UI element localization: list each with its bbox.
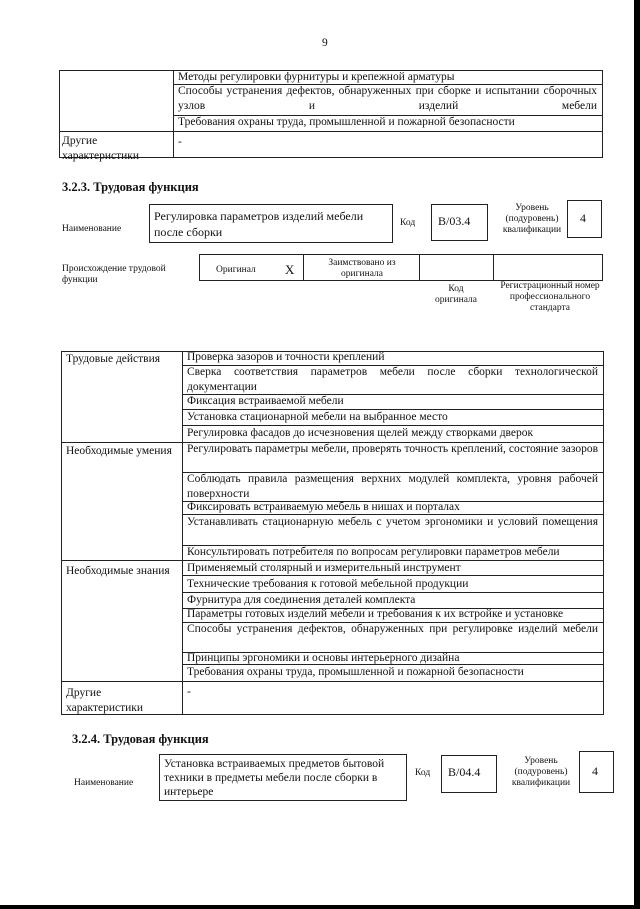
knowledge-item: Принципы эргономики и основы интерьерного дизайна — [187, 652, 460, 664]
action-item: Установка стационарной мебели на выбранное место — [187, 411, 448, 423]
skill-item: Консультировать потребителя по вопросам регулировки параметров мебели — [187, 546, 560, 558]
borrowed-label: Заимствовано из оригинала — [328, 258, 396, 279]
scan-edge-bottom — [0, 905, 640, 909]
function-name: Регулировка параметров изделий мебели после сборки — [154, 209, 364, 239]
other-characteristics-value: - — [187, 686, 191, 698]
skill-item: Фиксировать встраиваемую мебель в нишах и порталах — [187, 501, 460, 513]
skills-label: Необходимые умения — [66, 445, 172, 457]
registration-number-label: Регистрационный номер профессионального стандарта — [500, 281, 600, 313]
other-characteristics-label: Другие характеристики — [66, 687, 144, 714]
action-item: Проверка зазоров и точности креплений — [187, 351, 385, 363]
actions-label: Трудовые действия — [66, 353, 161, 365]
name-label: Наименование — [74, 778, 134, 788]
other-characteristics-value: - — [178, 136, 182, 148]
code-label: Код — [415, 768, 431, 778]
name-label: Наименование — [62, 224, 122, 234]
skill-item: Соблюдать правила размещения верхних модулей комплекта, уровня рабочей поверхности — [187, 473, 598, 500]
section-heading: 3.2.4. Трудовая функция — [72, 732, 209, 746]
code-label: Код — [400, 218, 416, 228]
knowledge-label: Необходимые знания — [66, 565, 170, 577]
level-value: 4 — [580, 211, 586, 225]
code-value: В/03.4 — [438, 214, 471, 228]
level-label: Уровень (подуровень) квалификации — [511, 756, 571, 788]
level-value: 4 — [592, 764, 598, 778]
knowledge-item: Фурнитура для соединения деталей комплекта — [187, 594, 416, 606]
function-name: Установка встраиваемых предметов бытовой техники в предметы мебели после сборки в интерьере — [164, 758, 385, 798]
page-number: 9 — [322, 37, 328, 49]
knowledge-item: Параметры готовых изделий мебели и требования к их встройке и установке — [187, 608, 564, 620]
original-mark: X — [285, 262, 295, 277]
section-heading: 3.2.3. Трудовая функция — [62, 180, 199, 194]
top-table-row: Требования охраны труда, промышленной и пожарной безопасности — [178, 116, 515, 128]
scan-edge-right — [634, 0, 640, 909]
skill-item: Регулировать параметры мебели, проверять точность креплений, состояние зазоров — [187, 443, 598, 455]
knowledge-item: Технические требования к готовой мебельной продукции — [187, 578, 469, 590]
code-value: В/04.4 — [448, 765, 481, 779]
knowledge-item: Требования охраны труда, промышленной и пожарной безопасности — [187, 666, 524, 678]
action-item: Регулировка фасадов до исчезновения щелей между створками дверок — [187, 427, 534, 439]
code-original-label: Код оригинала — [435, 284, 477, 305]
skill-item: Устанавливать стационарную мебель с учетом эргономики и условий помещения — [187, 516, 598, 528]
top-table-row: Методы регулировки фурнитуры и крепежной арматуры — [178, 71, 455, 83]
action-item: Сверка соответствия параметров мебели после сборки технологической документации — [187, 366, 598, 393]
origin-label: Происхождение трудовой функции — [62, 264, 166, 285]
knowledge-item: Применяемый столярный и измерительный инструмент — [187, 562, 461, 574]
action-item: Фиксация встраиваемой мебели — [187, 395, 344, 407]
other-characteristics-label: Другие характеристики — [62, 135, 140, 162]
top-table-row: Способы устранения дефектов, обнаруженных при сборке и испытании сборочных узлов и изделий мебели — [178, 85, 597, 112]
knowledge-item: Способы устранения дефектов, обнаруженных при регулировке изделий мебели — [187, 623, 598, 635]
level-label: Уровень (подуровень) квалификации — [502, 203, 562, 235]
original-label: Оригинал — [216, 265, 256, 275]
